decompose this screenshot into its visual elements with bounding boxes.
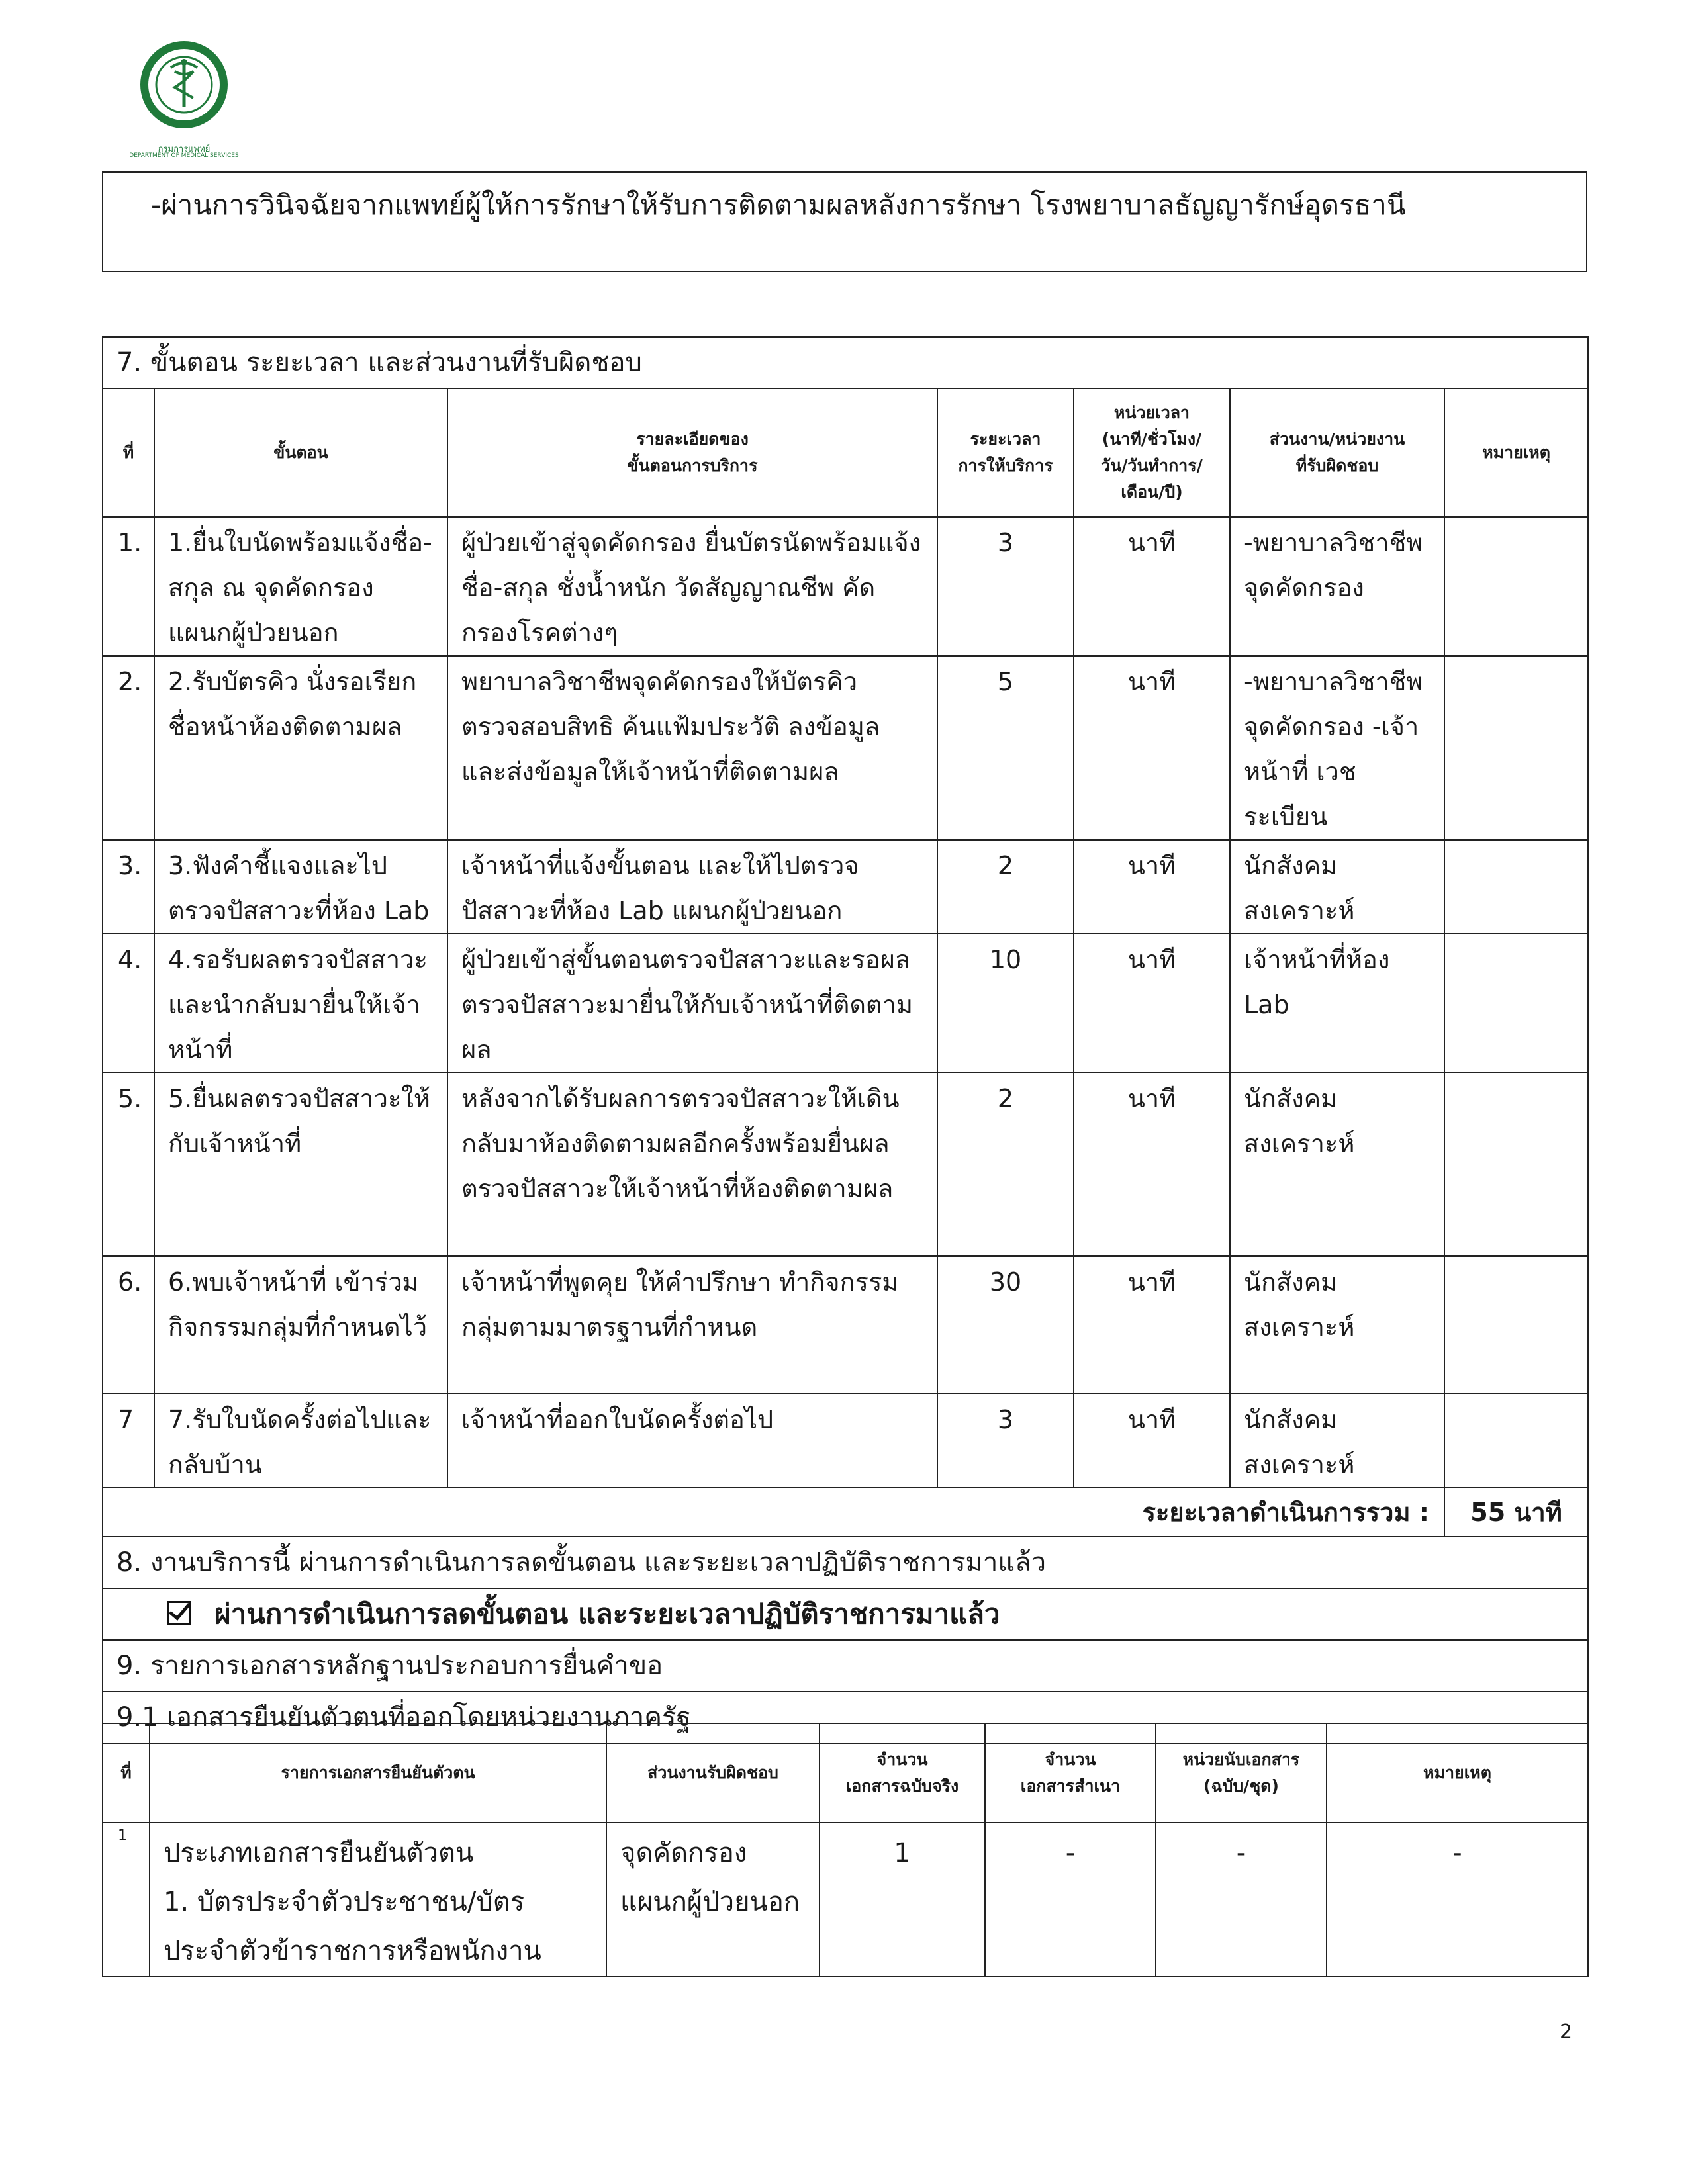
row-duration: 3 [937, 1394, 1074, 1488]
row-unit: นาที [1074, 1073, 1230, 1256]
row-unit: นาที [1074, 840, 1230, 934]
row-detail: ผู้ป่วยเข้าสู่จุดคัดกรอง ยื่นบัตรนัดพร้อมแจ้งชื่อ-สกุล ชั่งน้ำหนัก วัดสัญญาณชีพ คัดกรองโรคต่างๆ [447, 517, 937, 656]
doc-row-copy: - [985, 1823, 1156, 1976]
table-row [103, 1823, 1588, 1976]
table-row [103, 1073, 1588, 1256]
row-dept: นักสังคม สงเคราะห์ [1230, 1256, 1444, 1394]
doc-header-copy: จำนวน เอกสารสำเนา [985, 1723, 1156, 1823]
diagnosis-note-box [102, 171, 1587, 272]
table-row [103, 1394, 1588, 1488]
row-unit: นาที [1074, 1256, 1230, 1394]
row-no: 1. [103, 517, 154, 656]
row-detail: เจ้าหน้าที่แจ้งขั้นตอน และให้ไปตรวจปัสสาวะที่ห้อง Lab แผนกผู้ป่วยนอก [447, 840, 937, 934]
doc-header-doc: รายการเอกสารยืนยันตัวตน [150, 1723, 606, 1823]
row-unit: นาที [1074, 934, 1230, 1073]
total-time-label: ระยะเวลาดำเนินการรวม : [103, 1488, 1444, 1537]
doc-header-no: ที่ [103, 1723, 150, 1823]
header-no: ที่ [103, 388, 154, 517]
row-dept: นักสังคม สงเคราะห์ [1230, 1073, 1444, 1256]
row-step: 7.รับใบนัดครั้งต่อไปและกลับบ้าน [154, 1394, 447, 1488]
doc-row-original: 1 [820, 1823, 985, 1976]
doc-item: 1. บัตรประจำตัวประชาชน/บัตรประจำตัวข้าราชการหรือพนักงาน [164, 1887, 541, 1966]
row-dept: -พยาบาลวิชาชีพ จุดคัดกรอง [1230, 517, 1444, 656]
checked-checkbox-icon [167, 1601, 191, 1625]
header-step: ขั้นตอน [154, 388, 447, 517]
doc-row-no: 1 [103, 1823, 150, 1976]
row-detail: ผู้ป่วยเข้าสู่ขั้นตอนตรวจปัสสาวะและรอผลตรวจปัสสาวะมายื่นให้กับเจ้าหน้าที่ติดตามผล [447, 934, 937, 1073]
row-note [1444, 517, 1588, 656]
row-no: 4. [103, 934, 154, 1073]
doc-type: ประเภทเอกสารยืนยันตัวตน [164, 1838, 474, 1868]
section-8-checkbox-label: ผ่านการดำเนินการลดขั้นตอน และระยะเวลาปฏิบัติราชการมาแล้ว [214, 1598, 1000, 1630]
section-8-title: 8. งานบริการนี้ ผ่านการดำเนินการลดขั้นตอน และระยะเวลาปฏิบัติราชการมาแล้ว [103, 1537, 1588, 1588]
header-detail: รายละเอียดของ ขั้นตอนการบริการ [447, 388, 937, 517]
table-row [103, 840, 1588, 934]
row-duration: 2 [937, 1073, 1074, 1256]
row-note [1444, 840, 1588, 934]
section-7-title: 7. ขั้นตอน ระยะเวลา และส่วนงานที่รับผิดชอบ [103, 337, 1588, 388]
section-9-title: 9. รายการเอกสารหลักฐานประกอบการยื่นคำขอ [103, 1640, 1588, 1692]
doc-row-unit: - [1156, 1823, 1327, 1976]
doc-row-note: - [1327, 1823, 1588, 1976]
row-no: 7 [103, 1394, 154, 1488]
row-dept: -พยาบาลวิชาชีพ จุดคัดกรอง -เจ้าหน้าที่ เวชระเบียน [1230, 656, 1444, 840]
section-9-1-title: 9.1 เอกสารยืนยันตัวตนที่ออกโดยหน่วยงานภาครัฐ [103, 1692, 1588, 1743]
row-no: 2. [103, 656, 154, 840]
row-unit: นาที [1074, 517, 1230, 656]
row-dept: นักสังคม สงเคราะห์ [1230, 840, 1444, 934]
row-note [1444, 1073, 1588, 1256]
row-no: 6. [103, 1256, 154, 1394]
row-duration: 30 [937, 1256, 1074, 1394]
header-unit: หน่วยเวลา (นาที/ชั่วโมง/ วัน/วันทำการ/ เดือน/ปี) [1074, 388, 1230, 517]
header-dept: ส่วนงาน/หน่วยงาน ที่รับผิดชอบ [1230, 388, 1444, 517]
header-note: หมายเหตุ [1444, 388, 1588, 517]
doc-header-dept: ส่วนงานรับผิดชอบ [606, 1723, 820, 1823]
doc-row-document [150, 1823, 606, 1976]
identity-documents-table [102, 1723, 1589, 1977]
doc-header-note: หมายเหตุ [1327, 1723, 1588, 1823]
table-row [103, 1256, 1588, 1394]
process-steps-table [102, 336, 1589, 1744]
doc-row-dept: จุดคัดกรอง แผนกผู้ป่วยนอก [606, 1823, 820, 1976]
row-note [1444, 656, 1588, 840]
row-duration: 10 [937, 934, 1074, 1073]
row-step: 4.รอรับผลตรวจปัสสาวะและนำกลับมายื่นให้เจ้าหน้าที่ [154, 934, 447, 1073]
row-duration: 5 [937, 656, 1074, 840]
row-unit: นาที [1074, 1394, 1230, 1488]
section-8-checkbox-row [103, 1588, 1588, 1640]
header-duration: ระยะเวลา การให้บริการ [937, 388, 1074, 517]
table-row [103, 517, 1588, 656]
row-no: 3. [103, 840, 154, 934]
logo-caption-english: DEPARTMENT OF MEDICAL SERVICES [129, 152, 239, 159]
table-row [103, 934, 1588, 1073]
row-step: 6.พบเจ้าหน้าที่ เข้าร่วมกิจกรรมกลุ่มที่กำหนดไว้ [154, 1256, 447, 1394]
row-duration: 2 [937, 840, 1074, 934]
row-step: 1.ยื่นใบนัดพร้อมแจ้งชื่อ-สกุล ณ จุดคัดกรอง แผนกผู้ป่วยนอก [154, 517, 447, 656]
row-no: 5. [103, 1073, 154, 1256]
row-duration: 3 [937, 517, 1074, 656]
row-step: 5.ยื่นผลตรวจปัสสาวะให้กับเจ้าหน้าที่ [154, 1073, 447, 1256]
total-time-value: 55 นาที [1444, 1488, 1588, 1537]
page-number: 2 [1560, 2021, 1573, 2044]
row-step: 3.ฟังคำชี้แจงและไปตรวจปัสสาวะที่ห้อง Lab [154, 840, 447, 934]
diagnosis-note-text: -ผ่านการวินิจฉัยจากแพทย์ผู้ให้การรักษาให้รับการติดตามผลหลังการรักษา โรงพยาบาลธัญญารักษ์อุดรธานี [151, 189, 1406, 221]
doc-header-original: จำนวน เอกสารฉบับจริง [820, 1723, 985, 1823]
row-dept: เจ้าหน้าที่ห้อง Lab [1230, 934, 1444, 1073]
row-detail: เจ้าหน้าที่พูดคุย ให้คำปรึกษา ทำกิจกรรมกลุ่มตามมาตรฐานที่กำหนด [447, 1256, 937, 1394]
row-note [1444, 934, 1588, 1073]
logo-caption-thai: กรมการแพทย์ [158, 144, 211, 154]
row-detail: เจ้าหน้าที่ออกใบนัดครั้งต่อไป [447, 1394, 937, 1488]
ministry-seal-logo [118, 38, 250, 158]
table-row [103, 656, 1588, 840]
doc-header-unit: หน่วยนับเอกสาร (ฉบับ/ชุด) [1156, 1723, 1327, 1823]
row-dept: นักสังคม สงเคราะห์ [1230, 1394, 1444, 1488]
row-unit: นาที [1074, 656, 1230, 840]
row-note [1444, 1256, 1588, 1394]
row-note [1444, 1394, 1588, 1488]
row-detail: หลังจากได้รับผลการตรวจปัสสาวะให้เดินกลับมาห้องติดตามผลอีกครั้งพร้อมยื่นผลตรวจปัสสาวะให้เจ้าหน้าที่ห้องติดตามผล [447, 1073, 937, 1256]
row-detail: พยาบาลวิชาชีพจุดคัดกรองให้บัตรคิว ตรวจสอบสิทธิ ค้นแฟ้มประวัติ ลงข้อมูลและส่งข้อมูลให้เจ้าหน้าที่ติดตามผล [447, 656, 937, 840]
row-step: 2.รับบัตรคิว นั่งรอเรียกชื่อหน้าห้องติดตามผล [154, 656, 447, 840]
